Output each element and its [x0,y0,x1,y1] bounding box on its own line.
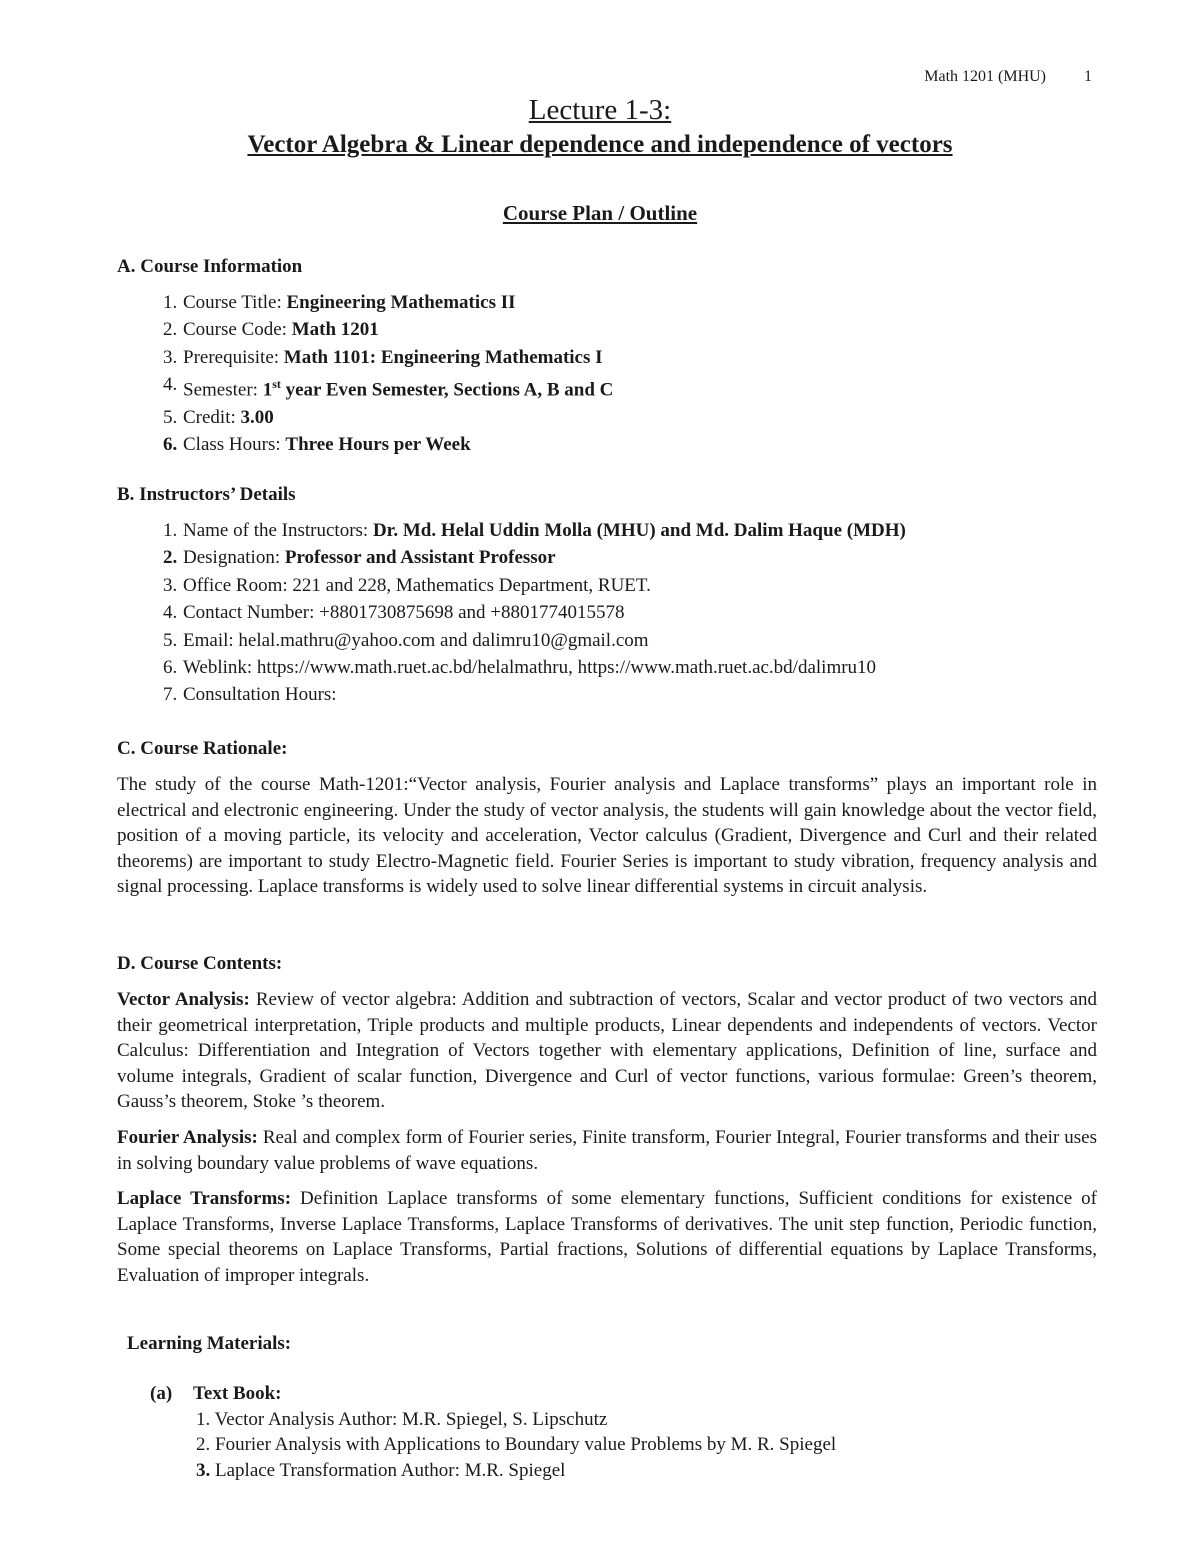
instructors-list [117,517,1097,709]
item-label: Email: helal.mathru@yahoo.com and dalimru10@gmail.com [183,629,649,651]
section-heading-contents: D. Course Contents: [117,953,283,974]
item-number: 7. [163,684,178,706]
lecture-title: Lecture 1-3: [528,94,672,126]
list-item [117,371,1097,404]
laplace-transforms-text: Definition Laplace transforms of some elementary functions, Sufficient conditions for existence of Laplace Transforms, Inverse Laplace Transforms, Laplace Transforms of derivatives. The unit step function, Periodic function, Some special theorems on Laplace Transforms, Partial fractions, Solutions of differential equations by Laplace Transforms, Evaluation of improper integrals. [117,1188,1097,1286]
rationale-section [117,736,1097,900]
item-number: 5. [163,629,178,651]
item-number: 3. [163,574,178,596]
item-label: Credit: [183,406,241,428]
list-item [117,404,1097,431]
list-item [117,344,1097,371]
lecture-subtitle: Vector Algebra & Linear dependence and independence of vectors [247,131,953,158]
text-book-list [196,1407,1130,1484]
text-book-label: Text Book: [193,1383,282,1404]
item-label: Office Room: 221 and 228, Mathematics Department, RUET. [183,574,651,596]
vector-analysis-label: Vector Analysis: [117,989,250,1010]
laplace-transforms-paragraph [117,1186,1097,1288]
item-number: 2. [163,319,178,341]
vector-analysis-text: Review of vector algebra: Addition and subtraction of vectors, Scalar and vector product of two vectors and their geometrical interpretation, Triple products and multiple products, Linear dependents and independents of vectors. Vector Calculus: Differentiation and Integration of Vectors together with elementary applications, Definition of line, surface and volume integrals, Gradient of scalar function, Divergence and Curl of vector functions, various formulae: Green’s theorem, Gauss’s theorem, Stoke ’s theorem. [117,989,1097,1113]
list-item [196,1407,1130,1433]
item-value: Three Hours per Week [285,434,471,456]
book-text: Vector Analysis Author: M.R. Spiegel, S. Lipschutz [210,1408,608,1430]
item-label: Name of the Instructors: [183,520,373,541]
book-number: 2. [196,1434,211,1456]
list-item [117,572,1097,599]
list-item [117,654,1097,681]
item-number: 3. [163,346,178,368]
vector-analysis-paragraph [117,987,1097,1115]
course-reference: Math 1201 (MHU) [924,68,1046,85]
list-item [117,316,1097,343]
book-text: Laplace Transformation Author: M.R. Spiegel [210,1459,566,1481]
section-heading-rationale: C. Course Rationale: [117,738,288,759]
list-item [117,289,1097,316]
section-heading-instructors: B. Instructors’ Details [117,484,296,505]
text-book-block [150,1381,1130,1483]
item-number: 6. [163,434,178,456]
instructors-section [117,482,1097,709]
text-book-marker: (a) [150,1383,173,1404]
learning-materials-heading: Learning Materials: [127,1333,292,1354]
list-item [117,599,1097,626]
item-label: Contact Number: +8801730875698 and +8801774015578 [183,602,625,624]
item-label: Weblink: https://www.math.ruet.ac.bd/helalmathru, https://www.math.ruet.ac.bd/dalimru10 [183,657,877,679]
item-number: 4. [163,602,178,624]
item-number: 1. [163,292,178,313]
fourier-analysis-paragraph [117,1125,1097,1176]
book-number: 3. [196,1459,211,1481]
laplace-transforms-label: Laplace Transforms: [117,1188,292,1210]
page-header [924,68,1092,86]
list-item [196,1432,1130,1458]
fourier-analysis-label: Fourier Analysis: [117,1126,258,1148]
item-value-superscript: st [272,377,281,392]
section-heading-course-info: A. Course Information [117,256,303,277]
course-info-list [117,289,1097,459]
list-item [196,1458,1130,1484]
book-text: Fourier Analysis with Applications to Boundary value Problems by M. R. Spiegel [210,1434,837,1456]
course-plan-title: Course Plan / Outline [502,201,698,225]
item-value: Math 1101: Engineering Mathematics I [283,346,603,368]
item-value: Engineering Mathematics II [286,292,516,313]
page-number: 1 [1084,68,1092,85]
contents-section [117,951,1097,1289]
item-label: Course Title: [183,292,287,313]
item-label: Consultation Hours: [183,684,337,706]
item-label: Semester: [183,379,263,401]
list-item [117,544,1097,571]
item-number: 2. [163,547,178,569]
list-item [117,431,1097,458]
course-information-section [117,254,1097,459]
learning-materials-section [127,1331,1107,1357]
item-number: 6. [163,657,178,679]
item-value-prefix: 1 [262,379,273,401]
item-number: 1. [163,520,178,541]
text-book-heading [150,1381,1130,1407]
item-number: 4. [163,374,178,396]
list-item [117,681,1097,708]
item-value: Math 1201 [291,319,379,341]
title-block [0,92,1200,162]
item-value: Professor and Assistant Professor [284,547,556,569]
item-value: Dr. Md. Helal Uddin Molla (MHU) and Md. Dalim Haque (MDH) [372,520,906,541]
rationale-text: The study of the course Math-1201:“Vector analysis, Fourier analysis and Laplace transforms” plays an important role in electrical and electronic engineering. Under the study of vector analysis, the students will gain knowledge about the vector field, position of a moving particle, its velocity and acceleration, Vector calculus (Gradient, Divergence and Curl and their related theorems) are important to study Electro-Magnetic field. Fourier Series is important to study vibration, frequency analysis and signal processing. Laplace transforms is widely used to solve linear differential systems in circuit analysis. [117,774,1097,898]
list-item [117,517,1097,544]
list-item [117,627,1097,654]
item-label: Course Code: [183,319,292,341]
fourier-analysis-text: Real and complex form of Fourier series, Finite transform, Fourier Integral, Fourier transforms and their uses in solving boundary value problems of wave equations. [117,1126,1097,1174]
item-value: year Even Semester, Sections A, B and C [280,379,614,401]
book-number: 1. [196,1408,211,1430]
item-number: 5. [163,406,178,428]
item-label: Class Hours: [183,434,286,456]
item-label: Designation: [183,547,285,569]
item-value: 3.00 [240,406,274,428]
item-label: Prerequisite: [183,346,284,368]
